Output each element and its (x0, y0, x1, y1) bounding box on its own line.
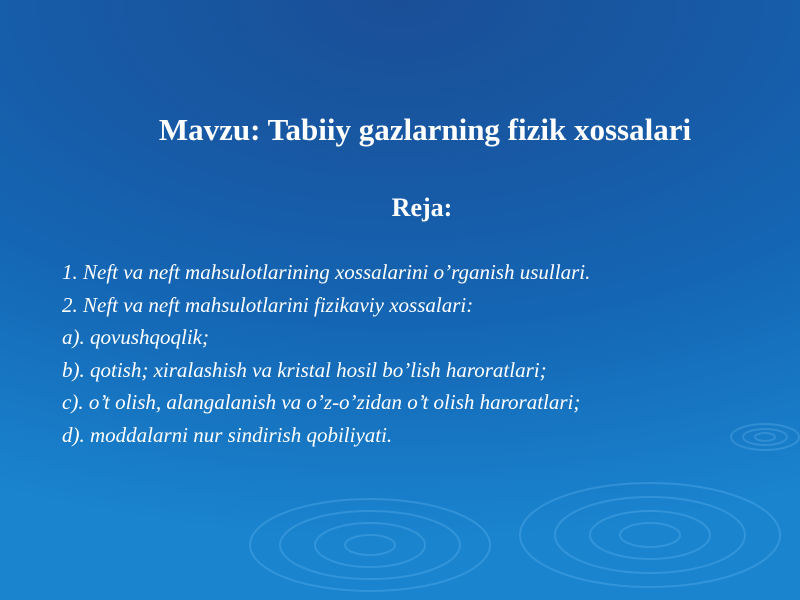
plan-subitem: c). o’t olish, alangalanish va o’z-o’zidan o’t olish haroratlari; (62, 390, 581, 414)
plan-item: 2. Neft va neft mahsulotlarini fizikaviy xossalari: (62, 292, 474, 317)
plan-subitem: a). qovushqoqlik; (62, 325, 209, 349)
plan-subitem: b). qotish; xiralashish va kristal hosil bo’lish haroratlari; (62, 357, 547, 382)
plan-item: 1. Neft va neft mahsulotlarining xossalarini o’rganish usullari. (62, 260, 591, 284)
slide-title: Mavzu: Tabiiy gazlarning fizik xossalari (158, 112, 692, 147)
plan-list (62, 256, 742, 451)
plan-subitem: d). moddalarni nur sindirish qobiliyati. (62, 422, 393, 447)
plan-heading: Reja: (391, 193, 453, 222)
